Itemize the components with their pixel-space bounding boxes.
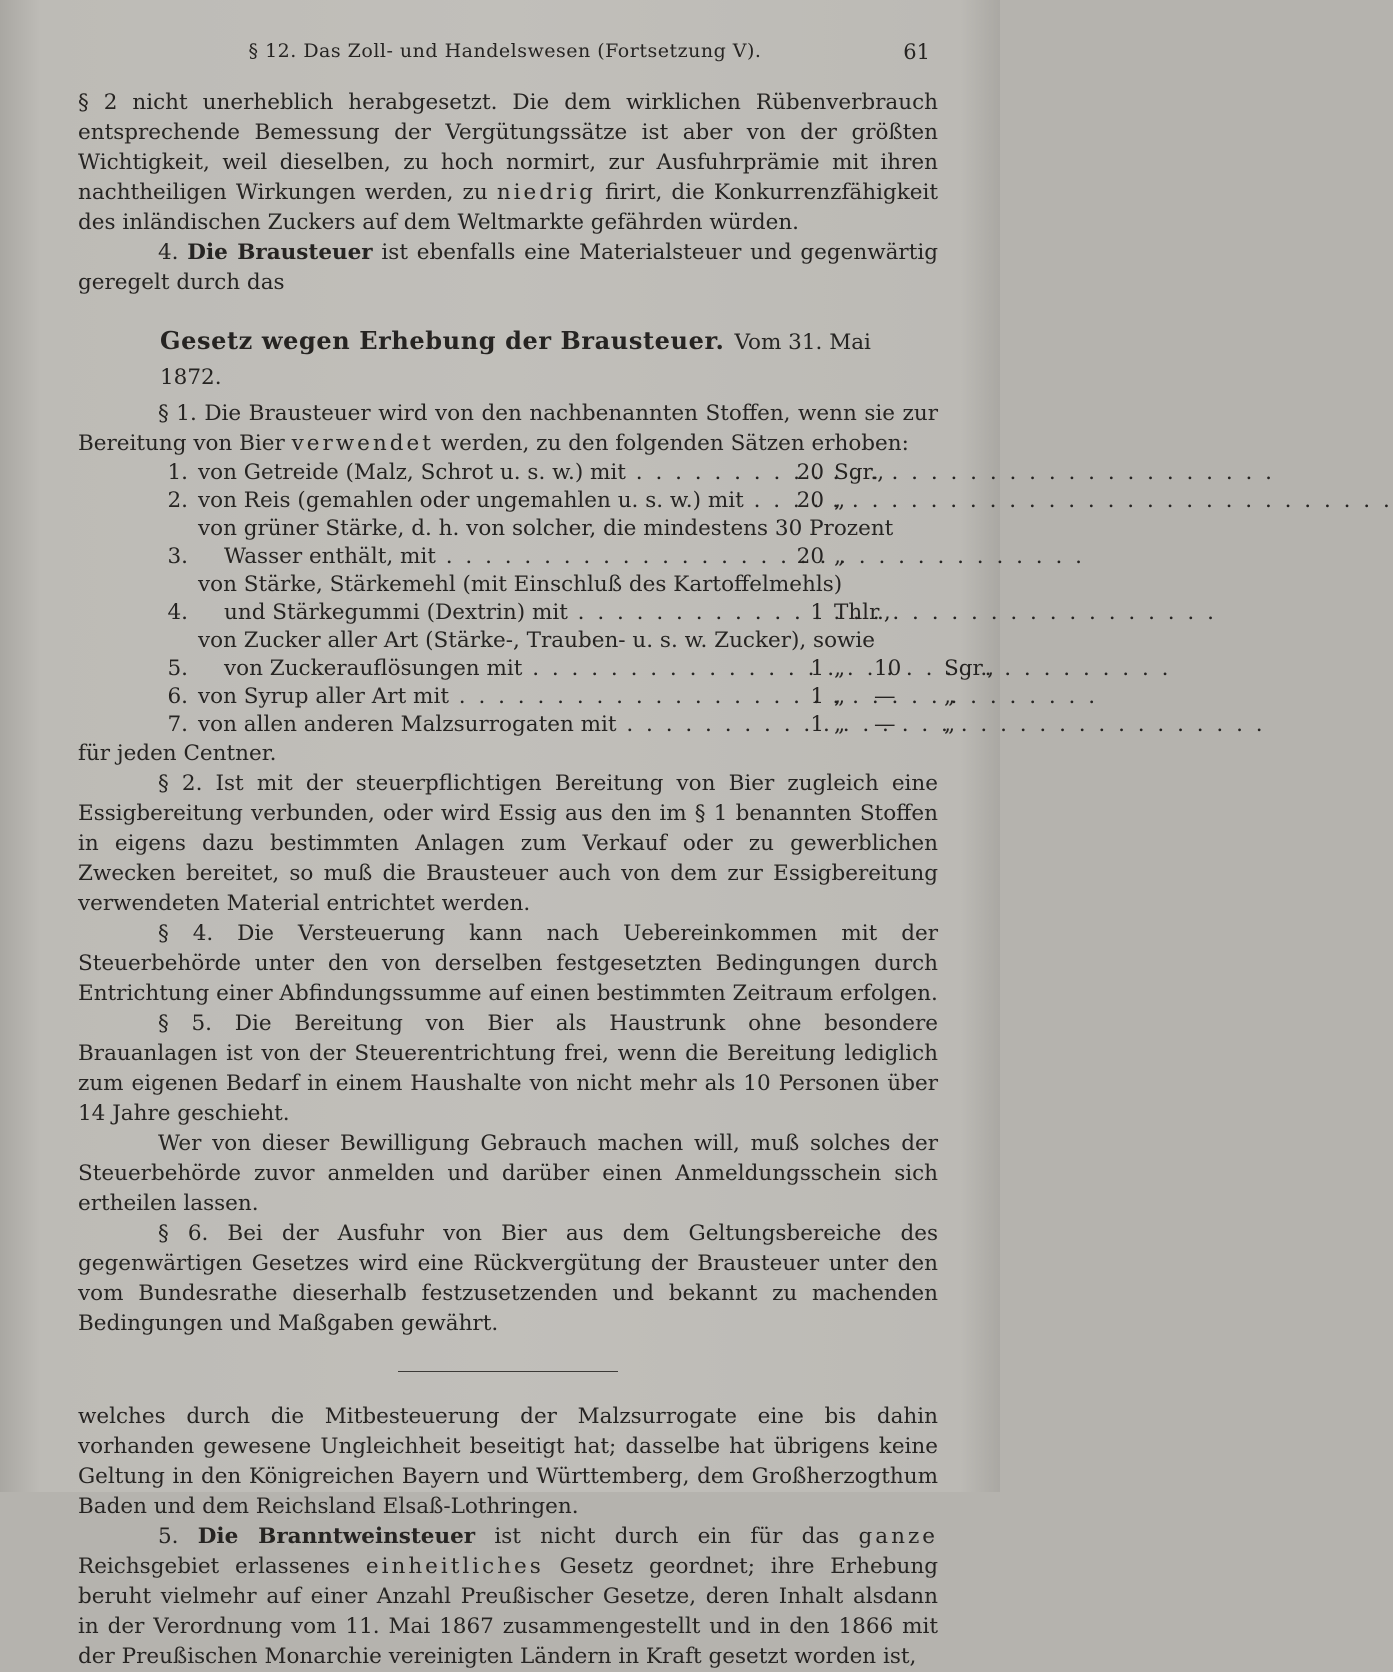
rate-number: 6. xyxy=(167,684,188,709)
rate-sub-amount: — xyxy=(874,684,896,709)
law-title: Gesetz wegen Erhebung der Brausteuer. xyxy=(160,326,725,355)
rate-item xyxy=(78,459,938,487)
rate-description-line1: von Stärke, Stärkemehl (mit Einschluß des Kartoffelmehls) xyxy=(198,572,843,597)
page-number: 61 xyxy=(903,40,930,64)
rate-unit: Thlr., xyxy=(834,600,891,625)
rate-amount: 1 xyxy=(810,684,824,709)
section-2: § 2. Ist mit der steuerpflichtigen Bereitung von Bier zugleich eine Essigbereitung verbunden, oder wird Essig aus den im § 1 benannten Stoffen in eigens dazu bestimmten Anlagen zum Verkauf oder zu gewerblichen Zwecken bereitet, so muß die Brausteuer auch von dem zur Essigbereitung verwendeten Material entrichtet werden. xyxy=(78,771,938,916)
rate-amount: 1 xyxy=(810,656,824,681)
rate-description xyxy=(198,487,768,515)
rate-item xyxy=(78,487,938,515)
page-header xyxy=(80,40,930,74)
section-1-intro: § 1. Die Brausteuer wird von den nachbenannten Stoffen, wenn sie zur Bereitung von Bier verwendet werden, zu den folgenden Sätzen erhoben: xyxy=(78,401,938,456)
rate-number: 5. xyxy=(167,656,188,681)
rate-unit: „ xyxy=(834,544,846,569)
rate-number: 3. xyxy=(167,544,188,569)
rate-description-line2: und Stärkegummi (Dextrin) mit . . . xyxy=(198,599,768,627)
rate-unit: „ xyxy=(834,712,846,737)
rate-description-line2: Wasser enthält, mit . . . xyxy=(198,543,768,571)
rate-description-line1: von Reis (gemahlen oder ungemahlen u. s. w.) mit . . . xyxy=(198,488,1393,513)
rate-sub-amount: — xyxy=(874,712,896,737)
rate-amount: 20 xyxy=(796,460,824,485)
paragraph-branntweinsteuer: 5. Die Branntweinsteuer ist nicht durch ein für das ganze Reichsgebiet erlassenes einheitliches Gesetz geordnet; ihre Erhebung beruht vielmehr auf einer Anzahl Preußischer Gesetze, deren Inhalt alsdann in der Verordnung vom 11. Mai 1867 zusammengestellt und in den 1866 mit der Preußischen Monarchie vereinigten Ländern in Kraft gesetzt worden ist, xyxy=(78,1524,938,1669)
rate-unit: „ xyxy=(834,488,846,513)
rate-amount: 1 xyxy=(810,712,824,737)
rate-amount: 20 xyxy=(796,488,824,513)
rate-item xyxy=(78,515,938,571)
spaced-emphasis: ganze xyxy=(858,1524,938,1549)
page-body xyxy=(78,88,995,1672)
bold-term-branntweinsteuer: Die Branntweinsteuer xyxy=(197,1524,476,1549)
rate-number: 7. xyxy=(167,712,188,737)
rate-description-line1: von Getreide (Malz, Schrot u. s. w.) mit . . . xyxy=(198,460,1275,485)
running-title: § 12. Das Zoll- und Handelswesen (Fortsetzung V). xyxy=(248,40,762,62)
paragraph-after-law: welches durch die Mitbesteuerung der Malzsurrogate eine bis dahin vorhanden gewesene Ungleichheit beseitigt hat; dasselbe hat übrigens keine Geltung in den Königreichen Bayern und Württemberg, dem Großherzogthum Baden und dem Reichsland Elsaß-Lothringen. xyxy=(78,1404,938,1519)
section-5-continued: Wer von dieser Bewilligung Gebrauch machen will, muß solches der Steuerbehörde zuvor anmelden und darüber einen Anmeldungsschein sich ertheilen lassen. xyxy=(78,1131,938,1216)
rate-description-line1: von Zucker aller Art (Stärke-, Trauben- u. s. w. Zucker), sowie xyxy=(198,628,876,653)
rate-description-line1: von Syrup aller Art mit . . . xyxy=(198,684,1098,709)
rate-unit: „ xyxy=(834,656,846,681)
rate-description-line1: von grüner Stärke, d. h. von solcher, die mindestens 30 Prozent xyxy=(198,516,894,541)
section-4: § 4. Die Versteuerung kann nach Uebereinkommen mit der Steuerbehörde unter den von derselben festgesetzten Bedingungen durch Entrichtung einer Abfindungssumme auf einen bestimmten Zeitraum erfolgen. xyxy=(78,921,938,1006)
paragraph-brausteuer-intro: 4. Die Brausteuer ist ebenfalls eine Materialsteuer und gegenwärtig geregelt durch das xyxy=(78,240,938,295)
rate-amount: 20 xyxy=(796,544,824,569)
rate-item xyxy=(78,711,956,739)
rate-sub-amount: 10 xyxy=(874,656,902,681)
rate-unit: Sgr., xyxy=(834,460,885,485)
rate-amount: 1 xyxy=(810,600,824,625)
rate-number: 4. xyxy=(167,600,188,625)
rate-description-line1: von allen anderen Malzsurrogaten mit . . . xyxy=(198,712,1266,737)
spaced-emphasis: verwendet xyxy=(291,431,434,456)
rate-number: 2. xyxy=(167,488,188,513)
rate-item xyxy=(78,571,938,627)
rate-description xyxy=(198,459,768,487)
separator-rule xyxy=(398,1371,618,1372)
rate-unit: „ xyxy=(834,684,846,709)
section-6: § 6. Bei der Ausfuhr von Bier aus dem Geltungsbereiche des gegenwärtigen Gesetzes wird eine Rückvergütung der Brausteuer unter den vom Bundesrathe dieserhalb festzusetzenden und bekannt zu machenden Bedingungen und Maßgaben gewährt. xyxy=(78,1221,938,1336)
section-5: § 5. Die Bereitung von Bier als Haustrunk ohne besondere Brauanlagen ist von der Steuerentrichtung frei, wenn die Bereitung lediglich zum eigenen Bedarf in einem Haushalte von nicht mehr als 10 Personen über 14 Jahre geschieht. xyxy=(78,1011,938,1126)
rate-description xyxy=(198,627,876,683)
rate-list xyxy=(78,459,995,739)
rate-sub-unit: „ xyxy=(944,712,956,737)
law-date: Vom 31. Mai 1872. xyxy=(160,330,871,390)
rate-sub-unit: Sgr., xyxy=(944,656,995,681)
paragraph-continuation: § 2 nicht unerheblich herabgesetzt. Die dem wirklichen Rübenverbrauch entsprechende Bemessung der Vergütungssätze ist aber von der größten Wichtigkeit, weil dieselben, zu hoch normirt, zur Ausfuhrprämie mit ihren nachtheiligen Wirkungen werden, zu niedrig firirt, die Konkurrenzfähigkeit des inländischen Zuckers auf dem Weltmarkte gefährden würden. xyxy=(78,90,938,235)
rate-item xyxy=(78,627,995,683)
rate-description xyxy=(198,683,768,711)
spaced-emphasis: niedrig xyxy=(496,180,596,205)
law-heading xyxy=(78,324,938,395)
spaced-emphasis: einheitliches xyxy=(365,1554,544,1579)
rate-description xyxy=(198,571,843,627)
rate-description-line2: von Zuckerauflösungen mit . . . xyxy=(198,655,768,683)
rate-item xyxy=(78,683,956,711)
rate-description xyxy=(198,711,768,739)
rate-number: 1. xyxy=(167,460,188,485)
rate-list-closing: für jeden Centner. xyxy=(78,741,277,766)
bold-term-brausteuer: Die Brausteuer xyxy=(187,240,373,265)
rate-sub-unit: „ xyxy=(944,684,956,709)
